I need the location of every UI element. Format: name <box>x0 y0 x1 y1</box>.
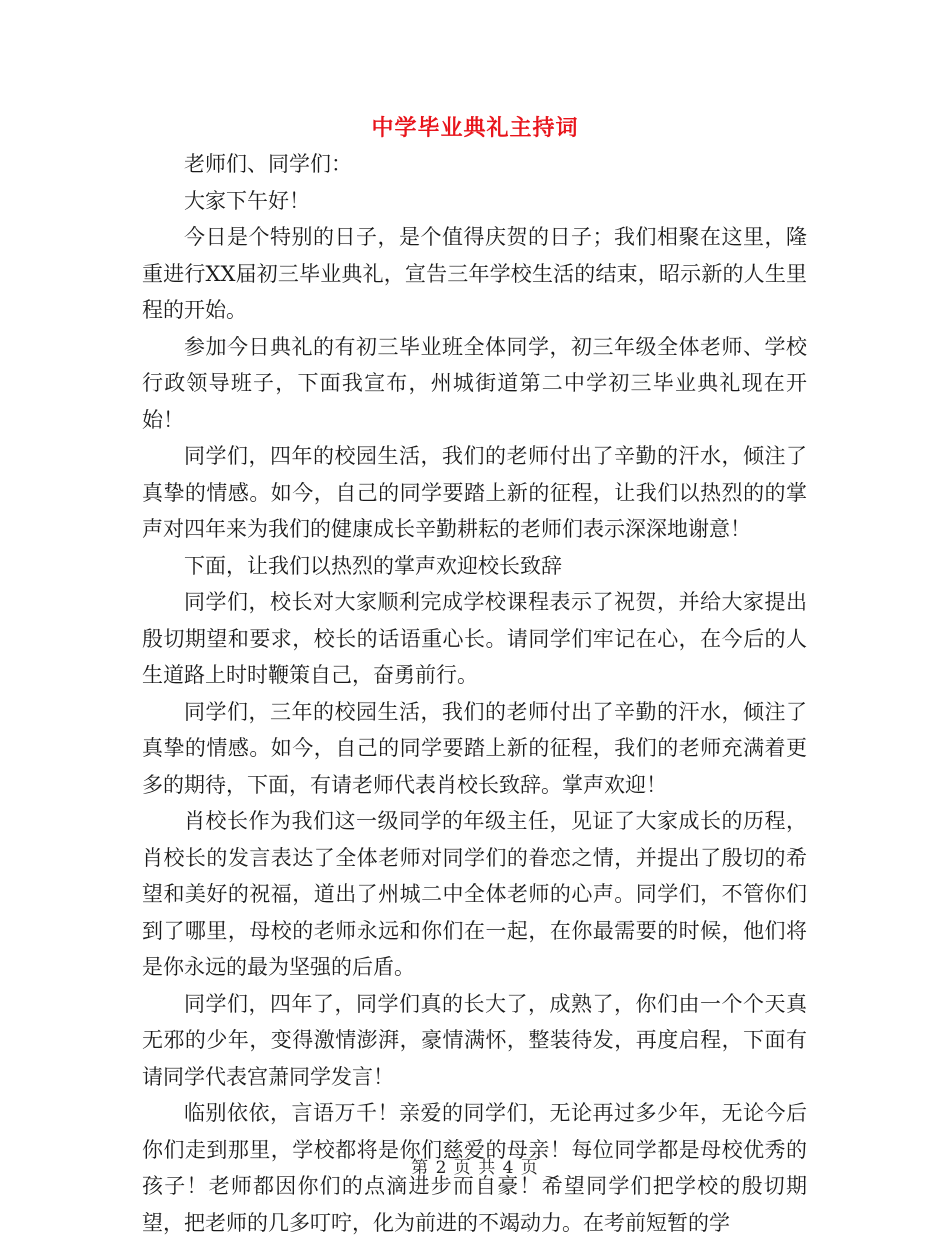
paragraph-good-afternoon: 大家下午好！ <box>184 188 310 213</box>
paragraph: 肖校长作为我们这一级同学的年级主任，见证了大家成长的历程，肖校长的发言表达了全体老师对同学们的眷恋之情，并提出了殷切的希望和美好的祝福，道出了州城二中全体老师的心声。同学们，不管你们到了哪里，母校的老师永远和你们在一起，在你最需要的时候，他们将是你永远的最为坚强的后盾。 <box>142 809 807 979</box>
paragraph-greeting: 老师们、同学们： <box>184 152 352 176</box>
paragraph: 同学们，三年的校园生活，我们的老师付出了辛勤的汗水，倾注了真挚的情感。如今，自己的同学要踏上新的征程，我们的老师充满着更多的期待，下面，有请老师代表肖校长致辞。掌声欢迎！ <box>142 699 807 797</box>
paragraph: 同学们，四年了，同学们真的长大了，成熟了，你们由一个个天真无邪的少年，变得激情澎湃，豪情满怀，整装待发，再度启程，下面有请同学代表宫萧同学发言！ <box>142 991 807 1089</box>
paragraph: 参加今日典礼的有初三毕业班全体同学，初三年级全体老师、学校行政领导班子，下面我宣布，州城街道第二中学初三毕业典礼现在开始！ <box>142 334 807 432</box>
page-number-footer: 第 2 页 共 4 页 <box>411 1158 539 1178</box>
paragraph: 同学们，四年的校园生活，我们的老师付出了辛勤的汗水，倾注了真挚的情感。如今，自己的同学要踏上新的征程，让我们以热烈的的掌声对四年来为我们的健康成长辛勤耕耘的老师们表示深深地谢意！ <box>142 444 807 541</box>
paragraph: 临别依依，言语万千！亲爱的同学们，无论再过多少年，无论今后你们走到那里，学校都将是你们慈爱的母亲！每位同学都是母校优秀的孩子！老师都因你们的点滴进步而自豪！希望同学们把学校的殷切期望，把老师的几多叮咛，化为前进的不竭动力。在考前短暂的学 <box>142 1101 807 1235</box>
paragraph: 同学们，校长对大家顺利完成学校课程表示了祝贺，并给大家提出殷切期望和要求，校长的话语重心长。请同学们牢记在心，在今后的人生道路上时时鞭策自己，奋勇前行。 <box>142 590 807 687</box>
paragraph: 今日是个特别的日子，是个值得庆贺的日子；我们相聚在这里，隆重进行XX届初三毕业典礼，宣告三年学校生活的结束，昭示新的人生里程的开始。 <box>142 225 807 322</box>
document-body <box>142 146 807 1241</box>
paragraph: 下面，让我们以热烈的掌声欢迎校长致辞 <box>184 553 562 578</box>
document-title: 中学毕业典礼主持词 <box>371 115 579 141</box>
